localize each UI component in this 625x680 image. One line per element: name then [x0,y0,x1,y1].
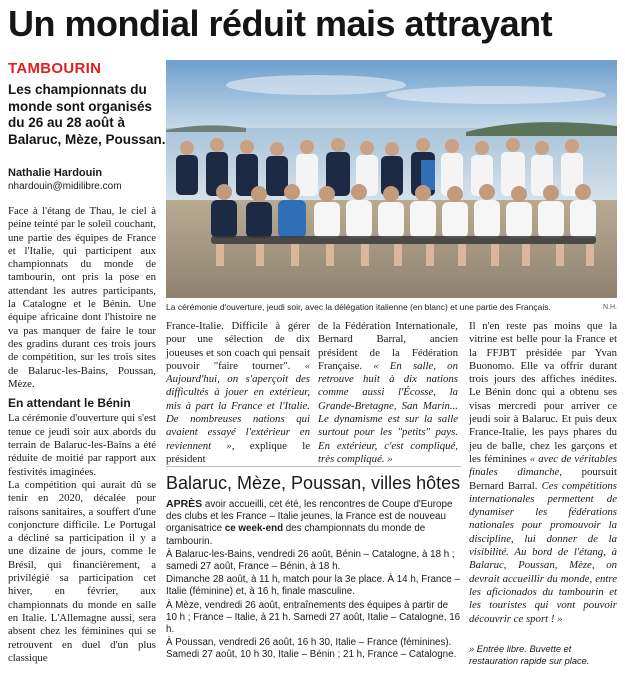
team-photo [166,60,617,298]
paragraph: La compétition qui aurait dû se tenir en 2020, décalée pour raisons sanitaires, a souffert d'une conjoncture difficile. Le Portugal a décliné sa participation il y a une dizaine de jours, comme le Brésil, qui financièrement, a privilégié sa participation cet hiver, en février, aux championnats du monde en salle en Italie. L'Allemagne aussi, sera absent chez les féminines qui se retrouvent en duel d'un plus classique [8,478,156,664]
column-4 [469,320,617,626]
box-line: Dimanche 28 août, à 11 h, match pour la 3e place. À 14 h, France – Italie (féminine) et, à 16 h, finale masculine. [166,574,460,598]
author-email: nhardouin@midilibre.com [8,181,122,192]
team-photo-illustration [166,60,617,298]
box-line: À Poussan, vendredi 26 août, 16 h 30, Italie – France (féminines). Samedi 27 août, 10 h 30, Italie – Bénin ; 21 h, France – Catalogne. [166,637,457,661]
quote: « Aujourd'hui, on s'aperçoit des difficultés à jouer en extérieur, mis à part la France et l'Italie. De nombreuses nations qui avaient essayé l'extérieur en reviennent » [166,359,311,452]
box-intro [166,498,461,548]
quote: « avec de véritables finales dimanche [469,452,617,479]
paragraph: , poursuit Bernard Barral. [469,466,617,492]
intro-paragraph: Face à l'étang de Thau, le ciel à peine teinté par le soleil couchant, une partie des équipes de France et l'Italie, qui participent aux championnats du monde de tambourin, ont pris la pose en attendant les autres participants, la Catalogne et le Bénin. Une équipe africaine dont l'histoire ne va pas manquer de faire le tour des gradins durant ces trois jours de compétition, sur les trois sites de Balaruc-les-Bains, Poussan, Mèze. [8,205,156,390]
footnote: » Entrée libre. Buvette et restauration rapide sur place. [469,644,590,666]
sidebar-box [166,466,461,676]
author-name: Nathalie Hardouin [8,167,103,179]
caption-text: La cérémonie d'ouverture, jeudi soir, avec la délégation italienne (en blanc) et une partie des Français. [166,302,551,312]
paragraph: France-Italie. Difficile à gérer pour une sélection de dix joueuses et son coach qui pensait pouvoir "faire tourner". [166,320,310,372]
photo-caption [166,302,617,313]
box-lead: APRÈS [166,498,203,510]
photo-credit: N.H. [603,304,617,311]
box-intro-text: avoir accueilli, cet été, les rencontres de Coupe d'Europe des clubs et les France – Italie jeunes, la France est de nouveau organisatrice [166,499,453,535]
box-text [166,498,461,662]
subhead: En attendant le Bénin [8,396,131,411]
headline: Un mondial réduit mais attrayant [8,3,553,44]
paragraph: de la Fédération Internationale, Bernard Barral, ancien président de la Fédération Française. [318,320,458,372]
box-intro-strong: ce week-end [224,523,284,535]
column-2 [166,320,310,466]
byline [8,166,166,194]
column-3 [318,320,458,466]
quote: Ces compétitions internationales permettent de dynamiser les fédérations nationales pour promouvoir la discipline, lui donner de la visibilité. Au bord de l'étang, à Balaruc, Poussan, Mèze, on devrait accueillir du monde, entre les aficionados du tambourin et les touristes qui vont pouvoir découvrir ce sport ! » [469,479,618,625]
box-line: À Balaruc-les-Bains, vendredi 26 août, Bénin – Catalogne, à 18 h ; samedi 27 août, France – Bénin, à 18 h. [166,548,455,573]
standfirst: Les championnats du monde sont organisés du 26 au 28 août à Balaruc, Mèze, Poussan. [8,82,166,147]
box-line: À Mèze, vendredi 26 août, entraînements des équipes à partir de 10 h ; France – Italie, à 21 h. Samedi 27 août, Italie – Catalogne, 16 h. [166,599,461,636]
box-title: Balaruc, Mèze, Poussan, villes hôtes [166,473,461,493]
section-kicker: TAMBOURIN [8,60,102,77]
paragraph: Il n'en reste pas moins que la vitrine est belle pour la France et la FFJBT présidée par Yvan Buonomo. Elle va offrir durant trois jours des affiches inédites. Le Bénin donc qui a obtenu ses visas mercredi pour arriver ce jeudi soir à Balaruc. Et puis deux France-Italie, les pays phares du jeu de balle, chez les garçons et les féminines [469,320,617,465]
paragraph: , explique le président [166,439,310,465]
paragraph: La cérémonie d'ouverture qui s'est tenue ce jeudi soir aux abords du terrain de Balaruc-les-Bains a été réduite de moitié par rapport aux festivités imaginées. [8,412,156,478]
column-1 [8,205,156,665]
box-intro-end: des championnats du monde de tambourin. [166,523,426,547]
quote: « En salle, on retrouve huit à dix nations comme aussi l'Écosse, la Grande-Bretagne, San Marin... Le dynamisme est sur la salle surtout pour les "petits" pays. En extérieur, c'est compliqué, très compliqué. » [318,359,458,465]
